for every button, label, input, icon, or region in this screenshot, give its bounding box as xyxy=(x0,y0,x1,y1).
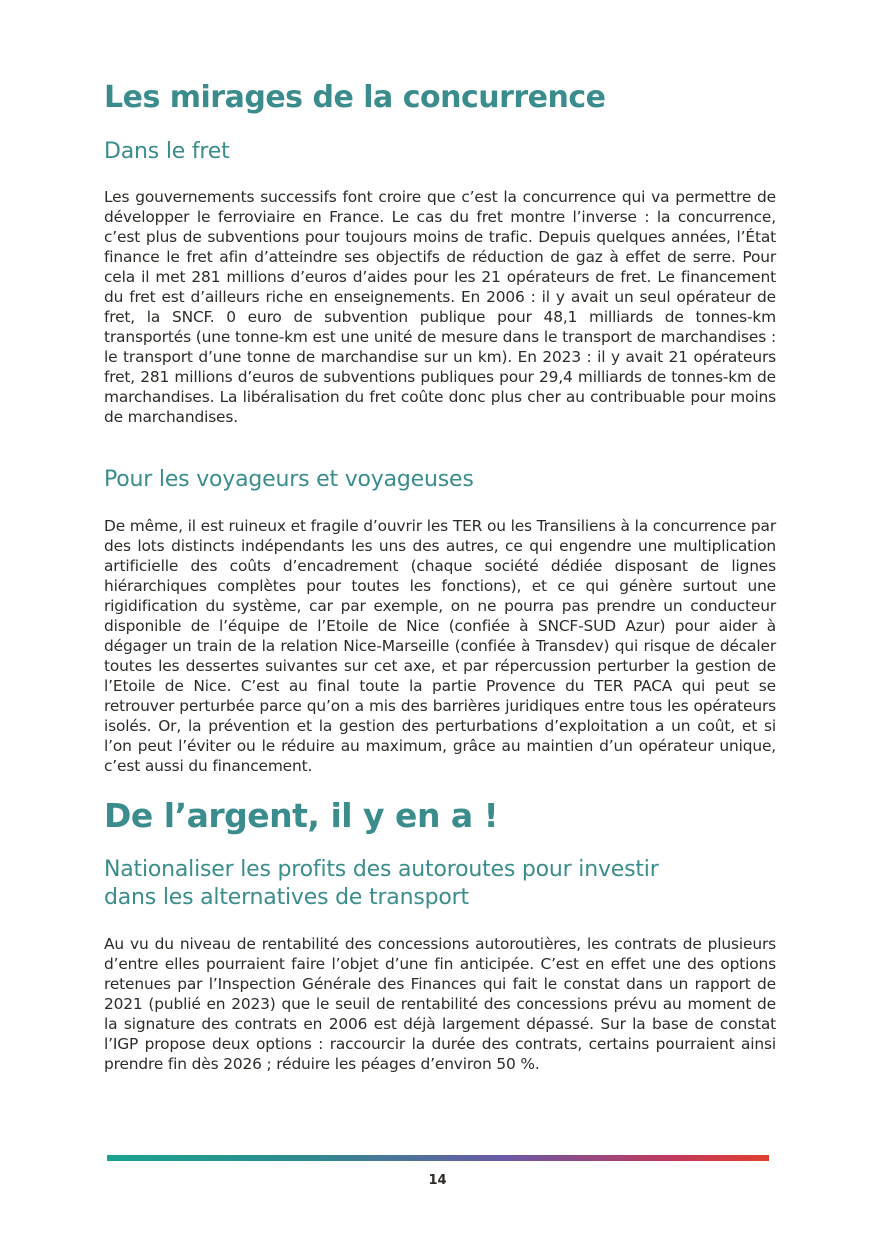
page-number: 14 xyxy=(428,1173,447,1188)
section-title: Les mirages de la concurrence xyxy=(104,80,606,115)
paragraph-autoroutes: Au vu du niveau de rentabilité des concessions autoroutières, les contrats de plusieurs d’entre elles pourraient faire l’objet d’une fin anticipée. C’est en effet une des options retenues par l’Inspection Générale des Finances qui fait le constat dans un rapport de 2021 (publié en 2023) que le seuil de rentabilité des concessions prévu au moment de la signature des contrats en 2006 est déjà largement dépassé. Sur la base de constat l’IGP propose deux options : raccourcir la durée des contrats, certains pourraient ainsi prendre fin dès 2026 ; réduire les péages d’environ 50 %. xyxy=(104,935,776,1073)
subsection-heading-voyageurs: Pour les voyageurs et voyageuses xyxy=(104,467,474,492)
paragraph-fret: Les gouvernements successifs font croire que c’est la concurrence qui va permettre de développer le ferroviaire en France. Le cas du fret montre l’inverse : la concurrence, c’est plus de subventions pour toujours moins de trafic. Depuis quelques années, l’État finance le fret afin d’atteindre ses objectifs de réduction de gaz à effet de serre. Pour cela il met 281 millions d’euros d’aides pour les 21 opérateurs de fret. Le financement du fret est d’ailleurs riche en enseignements. En 2006 : il y avait un seul opérateur de fret, la SNCF. 0 euro de subvention publique pour 48,1 milliards de tonnes-km transportés (une tonne-km est une unité de mesure dans le transport de marchandises : le transport d’une tonne de marchandise sur un km). En 2023 : il y avait 21 opérateurs fret, 281 millions d’euros de subventions publiques pour 29,4 milliards de tonnes-km de marchandises. La libéralisation du fret coûte donc plus cher au contribuable pour moins de marchandises. xyxy=(104,188,776,426)
subsection-heading-autoroutes: Nationaliser les profits des autoroutes pour investir dans les alternatives de transport xyxy=(104,857,659,910)
footer-gradient-rule xyxy=(107,1155,769,1161)
paragraph-voyageurs: De même, il est ruineux et fragile d’ouvrir les TER ou les Transiliens à la concurrence par des lots distincts indépendants les uns des autres, ce qui engendre une multiplication artificielle des coûts d’encadrement (chaque société dédiée disposant de lignes hiérarchiques complètes pour toutes les fonctions), et ce qui génère surtout une rigidification du système, car par exemple, on ne pourra pas prendre un conducteur disponible de l’équipe de l’Etoile de Nice (confiée à SNCF-SUD Azur) pour aider à dégager un train de la relation Nice-Marseille (confiée à Transdev) qui risque de décaler toutes les dessertes suivantes sur cet axe, et par répercussion perturber la gestion de l’Etoile de Nice. C’est au final toute la partie Provence du TER PACA qui peut se retrouver perturbée parce qu’on a mis des barrières juridiques entre tous les opérateurs isolés. Or, la prévention et la gestion des perturbations d’exploitation a un coût, et si l’on peut l’éviter ou le réduire au maximum, grâce au maintien d’un opérateur unique, c’est aussi du financement. xyxy=(104,517,776,775)
subsection-heading-fret: Dans le fret xyxy=(104,139,230,164)
section-title-argent: De l’argent, il y en a ! xyxy=(104,796,499,835)
